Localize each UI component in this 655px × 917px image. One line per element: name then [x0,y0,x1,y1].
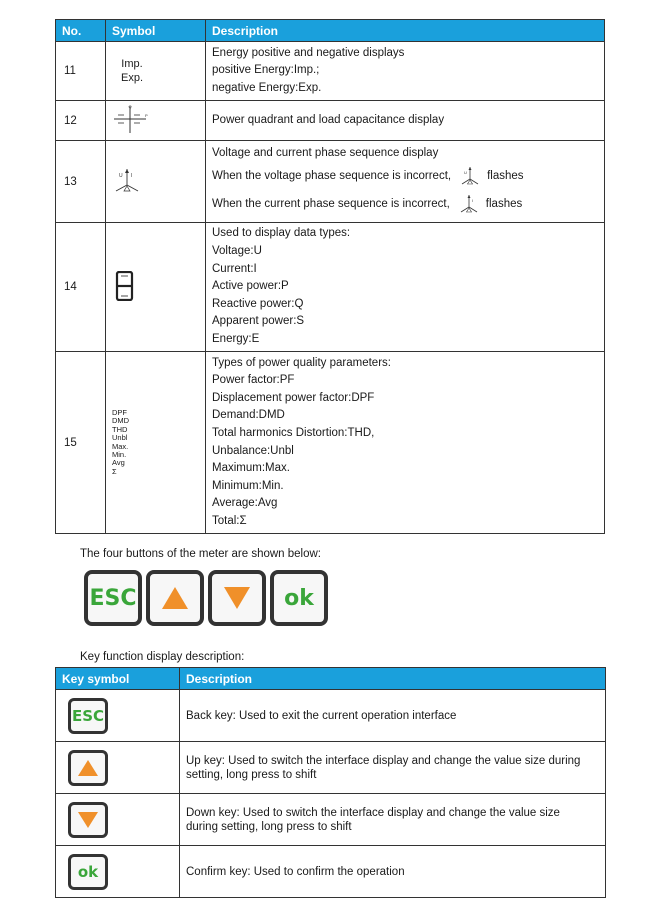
symbol-table [55,19,605,534]
row-number: 14 [56,223,106,352]
current-phase-icon [458,193,480,215]
svg-text:I: I [131,173,133,179]
key-function-table [55,667,606,898]
table-row [56,101,605,141]
key-description-cell: Down key: Used to switch the interface display and change the value size during setting, long press to shift [180,794,606,846]
voltage-phase-line: When the voltage phase sequence is incorrect, U flashes [212,162,598,190]
key-description-cell: Up key: Used to switch the interface display and change the value size during setting, long press to shift [180,742,606,794]
ok-button: ok [270,570,328,626]
esc-key-symbol: ESC [68,698,108,734]
description-cell: Voltage and current phase sequence display When the voltage phase sequence is incorrect, U flashes When the current phase sequence is incorrect, I flashes [206,141,605,223]
row-number: 12 [56,101,106,141]
down-arrow-icon [77,811,99,829]
header-symbol: Symbol [106,20,206,42]
header-description: Description [206,20,605,42]
down-arrow-icon [222,585,252,611]
table-row [56,352,605,534]
symbol-cell [106,141,206,223]
down-key-symbol [68,802,108,838]
symbol-cell [106,223,206,352]
header-key-symbol: Key symbol [56,668,180,690]
key-symbol-cell [56,846,180,898]
up-key-symbol [68,750,108,786]
table-row [56,690,606,742]
key-symbol-cell [56,794,180,846]
table-row [56,846,606,898]
meter-buttons [84,570,328,626]
description-cell: Used to display data types: Voltage:U Current:I Active power:P Reactive power:Q Apparent power:S Energy:E [206,223,605,352]
header-no: No. [56,20,106,42]
description-cell: Power quadrant and load capacitance display [206,101,605,141]
row-number: 13 [56,141,106,223]
svg-text:I: I [471,198,473,204]
key-symbol-cell [56,742,180,794]
phase-sequence-icon [112,165,142,195]
esc-button: ESC [84,570,142,626]
seven-segment-digit-icon [115,271,135,301]
ok-key-symbol: ok [68,854,108,890]
svg-text:U: U [464,170,467,176]
svg-text:U: U [119,173,123,179]
voltage-phase-icon [459,165,481,187]
table-row [56,223,605,352]
down-button [208,570,266,626]
key-symbol-cell [56,690,180,742]
svg-text:Q: Q [128,104,132,109]
symbol-cell [106,352,206,534]
description-cell: Energy positive and negative displays positive Energy:Imp.; negative Energy:Exp. [206,42,605,101]
symbol-cell [106,42,206,101]
svg-text:P: P [145,113,148,118]
up-arrow-icon [77,759,99,777]
key-description-cell: Back key: Used to exit the current operation interface [180,690,606,742]
symbol-imp-exp: Imp. Exp. [120,58,143,84]
row-number: 11 [56,42,106,101]
header-key-description: Description [180,668,606,690]
symbol-cell [106,101,206,141]
table-row [56,141,605,223]
symbol-power-quality-list: DPF DMD THD Unbl Max. Min. Avg Σ [112,407,130,476]
table-row [56,42,605,101]
description-cell: Types of power quality parameters: Power factor:PF Displacement power factor:DPF Demand:DMD Total harmonics Distortion:THD, Unbalance:Unbl Maximum:Max. Minimum:Min. Average:Avg Total:Σ [206,352,605,534]
table-row [56,742,606,794]
power-quadrant-icon [112,103,148,135]
up-button [146,570,204,626]
key-intro-text: Key function display description: [80,651,245,663]
buttons-intro-text: The four buttons of the meter are shown below: [80,548,321,560]
current-phase-line: When the current phase sequence is incorrect, I flashes [212,190,598,218]
up-arrow-icon [160,585,190,611]
table-row [56,794,606,846]
key-description-cell: Confirm key: Used to confirm the operation [180,846,606,898]
row-number: 15 [56,352,106,534]
